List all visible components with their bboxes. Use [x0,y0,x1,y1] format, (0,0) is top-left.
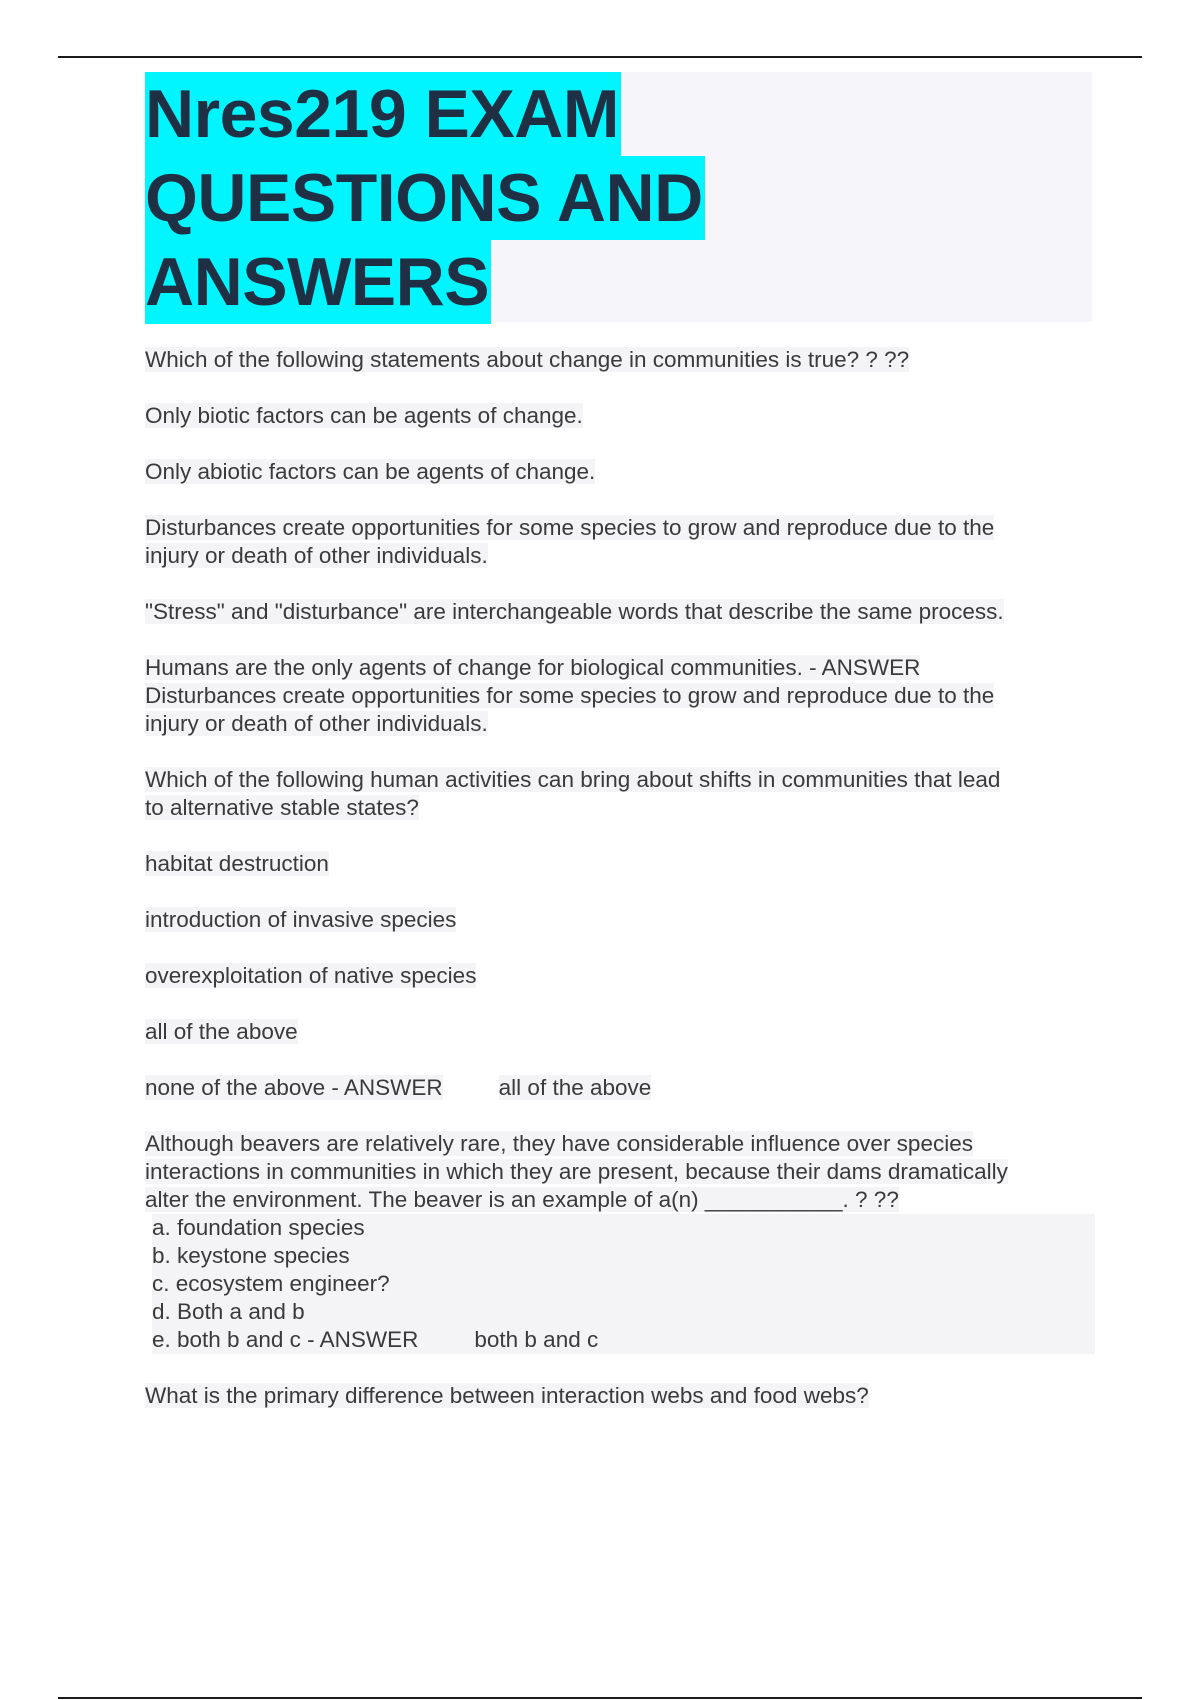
paragraph-line: Disturbances create opportunities for some species to grow and reproduce due to the [145,515,995,540]
document-body [145,72,1095,1438]
paragraph [145,766,1095,822]
paragraph [145,598,1095,626]
paragraph [145,346,1095,374]
paragraph [145,962,1095,990]
beaver-option-c: c. ecosystem engineer? [152,1271,390,1296]
paragraph-line: Humans are the only agents of change for biological communities. - ANSWER [145,655,921,680]
paragraph-line: overexploitation of native species [145,963,477,988]
beaver-question [145,1130,1095,1214]
title-line-3: ANSWERS [145,240,491,324]
paragraph [145,402,1095,430]
paragraph [145,850,1095,878]
paragraph [145,1018,1095,1046]
paragraph-line: all of the above [145,1019,298,1044]
title-line-2: QUESTIONS AND [145,156,705,240]
answer-line [145,1074,1095,1102]
answer-prefix: none of the above - ANSWER [145,1075,443,1100]
paragraph-line: injury or death of other individuals. [145,543,488,568]
last-question-text: What is the primary difference between interaction webs and food webs? [145,1383,869,1408]
paragraph-line: Which of the following human activities can bring about shifts in communities that lead [145,767,1001,792]
beaver-question-line-2: interactions in communities in which they are present, because their dams dramatically [145,1159,1008,1184]
paragraph [145,654,1095,738]
paragraph [145,514,1095,570]
question-paragraphs [145,346,1095,1046]
beaver-option-a: a. foundation species [152,1215,365,1240]
beaver-option-e [152,1326,598,1354]
beaver-options [145,1214,1095,1354]
title-line-1: Nres219 EXAM [145,72,621,156]
paragraph-line: injury or death of other individuals. [145,711,488,736]
beaver-option-d: d. Both a and b [152,1299,305,1324]
bottom-rule [58,1697,1142,1699]
top-rule [58,56,1142,58]
paragraph-line: Only biotic factors can be agents of change. [145,403,583,428]
beaver-answer-prefix: e. both b and c - ANSWER [152,1327,419,1352]
paragraph-line: Which of the following statements about change in communities is true? ? ?? [145,347,910,372]
beaver-question-line-1: Although beavers are relatively rare, they have considerable influence over species [145,1131,973,1156]
paragraph-line: habitat destruction [145,851,329,876]
answer-value: all of the above [498,1075,652,1100]
paragraph [145,458,1095,486]
title-block [145,72,1092,322]
beaver-answer-value: both b and c [474,1327,599,1352]
paragraph [145,906,1095,934]
beaver-option-b: b. keystone species [152,1243,350,1268]
paragraph-line: introduction of invasive species [145,907,457,932]
paragraph-line: Only abiotic factors can be agents of change. [145,459,596,484]
beaver-question-line-3: alter the environment. The beaver is an example of a(n) ___________. ? ?? [145,1187,899,1212]
paragraph-line: Disturbances create opportunities for some species to grow and reproduce due to the [145,683,995,708]
last-question [145,1382,1095,1410]
paragraph-line: "Stress" and "disturbance" are interchangeable words that describe the same process. [145,599,1004,624]
paragraph-line: to alternative stable states? [145,795,419,820]
